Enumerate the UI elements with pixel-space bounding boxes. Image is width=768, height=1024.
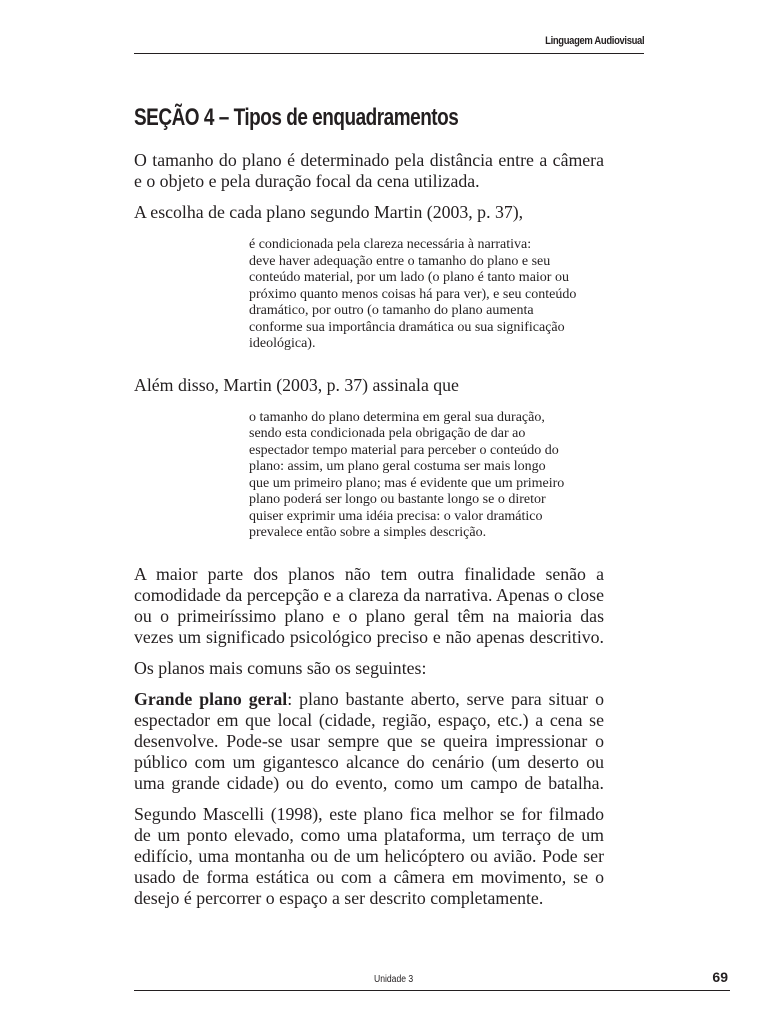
text-line: e o objeto e pela duração focal da cena utilizada.: [134, 171, 480, 191]
text-line: [134, 689, 604, 710]
paragraph-martin-assinala: [134, 375, 604, 396]
page-footer: [134, 969, 730, 991]
text-line: desenvolve. Pode-se usar sempre que se queira impressionar o: [134, 730, 604, 751]
text-line: espectador em que local (cidade, região, espaço, etc.) a cena se: [134, 709, 604, 730]
paragraph-finalidade-planos: [134, 564, 604, 648]
quote-line: ideológica).: [249, 336, 316, 351]
quote-line: é condicionada pela clareza necessária à narrativa:: [249, 237, 532, 252]
quote-line: conteúdo material, por um lado (o plano é tanto maior ou: [249, 270, 569, 285]
quote-line: que um primeiro plano; mas é evidente que um primeiro: [249, 475, 565, 491]
text-line: comodidade da percepção e a clareza da narrativa. Apenas o close: [134, 584, 604, 605]
text-line: O tamanho do plano é determinado pela distância entre a câmera: [134, 150, 604, 170]
quote-line: o tamanho do plano determina em geral sua duração,: [249, 409, 545, 425]
paragraph-planos-comuns: [134, 658, 604, 679]
text-line: edifício, uma montanha ou de um helicóptero ou avião. Pode ser: [134, 845, 604, 866]
text-line: ou o primeiríssimo plano e o plano geral têm na maioria das: [134, 605, 604, 626]
paragraph-mascelli: [134, 804, 604, 909]
term-grande-plano-geral: Grande plano geral: [134, 688, 288, 709]
block-quote-martin-2: [249, 410, 594, 542]
footer-unit-label: Unidade 3: [374, 974, 414, 985]
quote-line: quiser exprimir uma idéia precisa: o valor dramático: [249, 508, 543, 524]
quote-line: plano poderá ser longo ou bastante longo se o diretor: [249, 492, 546, 507]
quote-line: plano: assim, um plano geral costuma ser mais longo: [249, 459, 546, 474]
paragraph-grande-plano-geral: [134, 689, 604, 794]
text-line: A escolha de cada plano segundo Martin (2003, p. 37),: [134, 202, 524, 222]
running-header-title: Linguagem Audiovisual: [544, 35, 644, 47]
text-line: público com um gigantesco alcance do cenário (um deserto ou: [134, 751, 604, 772]
text-line: desejo é percorrer o espaço a ser descrito completamente.: [134, 887, 544, 908]
page-body: [134, 150, 604, 919]
text-line: Segundo Mascelli (1998), este plano fica melhor se for filmado: [134, 803, 604, 824]
running-header: [134, 32, 644, 54]
paragraph-martin-intro: [134, 202, 604, 223]
quote-line: sendo esta condicionada pela obrigação de dar ao: [249, 426, 526, 441]
text-line: Os planos mais comuns são os seguintes:: [134, 657, 427, 678]
quote-line: deve haver adequação entre o tamanho do plano e seu: [249, 253, 551, 269]
text-line: de um ponto elevado, como uma plataforma, um terraço de um: [134, 824, 604, 845]
block-quote-martin-1: [249, 237, 594, 353]
text-line: Além disso, Martin (2003, p. 37) assinala que: [134, 374, 459, 395]
text-run: : plano bastante aberto, serve para situar o: [287, 688, 605, 709]
text-line: A maior parte dos planos não tem outra finalidade senão a: [134, 563, 604, 584]
text-line: usado de forma estática ou com a câmera em movimento, se o: [134, 866, 604, 887]
quote-line: próximo quanto menos coisas há para ver), e seu conteúdo: [249, 286, 577, 302]
page-number: 69: [712, 969, 728, 985]
quote-line: espectador tempo material para perceber o conteúdo do: [249, 442, 559, 458]
quote-line: prevalece então sobre a simples descrição.: [249, 525, 487, 540]
quote-line: dramático, por outro (o tamanho do plano aumenta: [249, 303, 534, 318]
paragraph-plano-tamanho: [134, 150, 604, 192]
section-title: SEÇÃO 4 – Tipos de enquadramentos: [134, 104, 459, 131]
text-line: vezes um significado psicológico preciso e não apenas descritivo.: [134, 626, 604, 647]
text-line: uma grande cidade) ou do evento, como um campo de batalha.: [134, 772, 604, 793]
quote-line: conforme sua importância dramática ou sua significação: [249, 319, 565, 335]
